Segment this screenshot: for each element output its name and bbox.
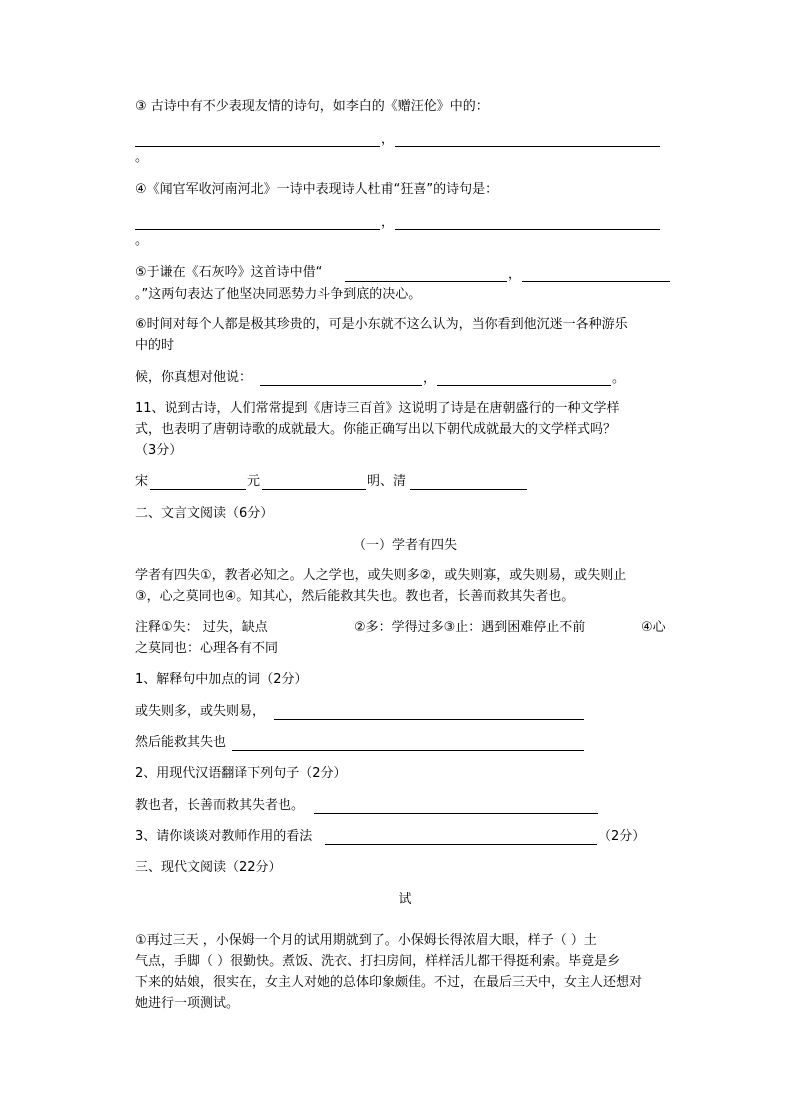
q11-mingqing-blank[interactable]	[410, 471, 527, 490]
section2-title: （一）学者有四失	[352, 538, 457, 553]
section2-q3: 3、请你谈谈对教师作用的看法	[135, 829, 313, 844]
q6-end: 。	[612, 371, 626, 386]
section2-q1a: 或失则多，或失则易，	[135, 704, 266, 719]
section2-q3-blank[interactable]	[325, 826, 597, 845]
q4-end: 。	[135, 233, 149, 248]
q11-yuan-label: 元	[247, 474, 261, 489]
section2-note-c: ④心	[641, 620, 666, 635]
q4-comma: ，	[381, 215, 395, 230]
section2-q1: 1、解释句中加点的词（2分）	[135, 672, 308, 687]
section3-p1-line-1: ①再过三天 ，小保姆一个月的试用期就到了。小保姆长得浓眉大眼，样子（ ）土	[135, 933, 597, 948]
q6-line-2: 中的时	[135, 338, 175, 353]
section2-note-b: ②多：学得过多③止：遇到困难停止不前	[354, 620, 586, 635]
section2-q2: 2、用现代汉语翻译下列句子（2分）	[135, 766, 347, 781]
section2-q2a: 教也者，长善而救其失者也。	[135, 798, 305, 813]
q3-end: 。	[135, 150, 149, 165]
q11-line-2: 式，也表明了唐朝诗歌的成就最大。你能正确写出以下朝代成就最大的文学样式吗？	[135, 422, 617, 437]
section2-q1a-blank[interactable]	[274, 701, 584, 720]
q5-comma: ，	[508, 267, 522, 282]
section2-q1b-blank[interactable]	[232, 732, 584, 751]
q4-blank-1[interactable]	[135, 211, 380, 230]
q3-blank-1[interactable]	[135, 128, 380, 147]
q5-blank-2[interactable]	[522, 263, 670, 282]
section2-q1b: 然后能救其失也	[135, 735, 227, 750]
q5-suffix: 。”这两句表达了他坚决同恶势力斗争到底的决心。	[135, 287, 422, 302]
q11-song-blank[interactable]	[150, 471, 246, 490]
section2-note-d: 之莫同也：心理各有不同	[135, 641, 279, 656]
q11-mingqing-label: 明、清	[367, 474, 407, 489]
q6-comma: ，	[423, 371, 437, 386]
section3-p1-line-3: 下来的姑娘，很实在，女主人对她的总体印象颇佳。不过，在最后三天中，女主人还想对	[135, 975, 643, 990]
q6-blank-2[interactable]	[437, 367, 611, 386]
q3-blank-2[interactable]	[395, 128, 660, 147]
q6-line-3-prefix: 候，你真想对他说：	[135, 370, 253, 385]
q5-blank-1[interactable]	[345, 263, 507, 282]
section2-text-1: 学者有四失①，教者必知之。人之学也，或失则多②，或失则寡，或失则易，或失则止	[135, 568, 627, 583]
q11-line-1: 11、说到古诗，人们常常提到《唐诗三百首》这说明了诗是在唐朝盛行的一种文学样	[135, 401, 620, 416]
q3-comma: ，	[381, 132, 395, 147]
section3-p1-line-2: 气点，手脚（ ）很勤快。煮饭、洗衣、打扫房间，样样活儿都干得挺利索。毕竟是乡	[135, 954, 621, 969]
section2-heading: 二、文言文阅读（6分）	[135, 506, 274, 521]
q5-prefix: ⑤于谦在《石灰吟》这首诗中借“	[135, 265, 323, 280]
section2-q3-score: （2分）	[598, 829, 646, 844]
q11-yuan-blank[interactable]	[262, 471, 366, 490]
q4-blank-2[interactable]	[395, 211, 660, 230]
section2-note-a: 注释①失： 过失，缺点	[135, 620, 268, 635]
section2-q2a-blank[interactable]	[314, 795, 598, 814]
q6-blank-1[interactable]	[260, 367, 422, 386]
q3-prompt: ③ 古诗中有不少表现友情的诗句，如李白的《赠汪伦》中的：	[135, 99, 489, 114]
section3-p1-line-4: 她进行一项测试。	[135, 996, 240, 1011]
section3-title: 试	[398, 892, 412, 907]
q11-song-label: 宋	[135, 474, 149, 489]
q6-line-1: ⑥时间对每个人都是极其珍贵的，可是小东就不这么认为，当你看到他沉迷一各种游乐	[135, 317, 628, 332]
section3-heading: 三、现代文阅读（22分）	[135, 860, 282, 875]
section2-text-2: ③，心之莫同也④。知其心，然后能救其失也。教也者，长善而救其失者也。	[135, 589, 575, 604]
q11-line-3: （3分）	[135, 443, 183, 458]
q4-prompt: ④《闻官军收河南河北》一诗中表现诗人杜甫“狂喜”的诗句是：	[135, 182, 499, 197]
